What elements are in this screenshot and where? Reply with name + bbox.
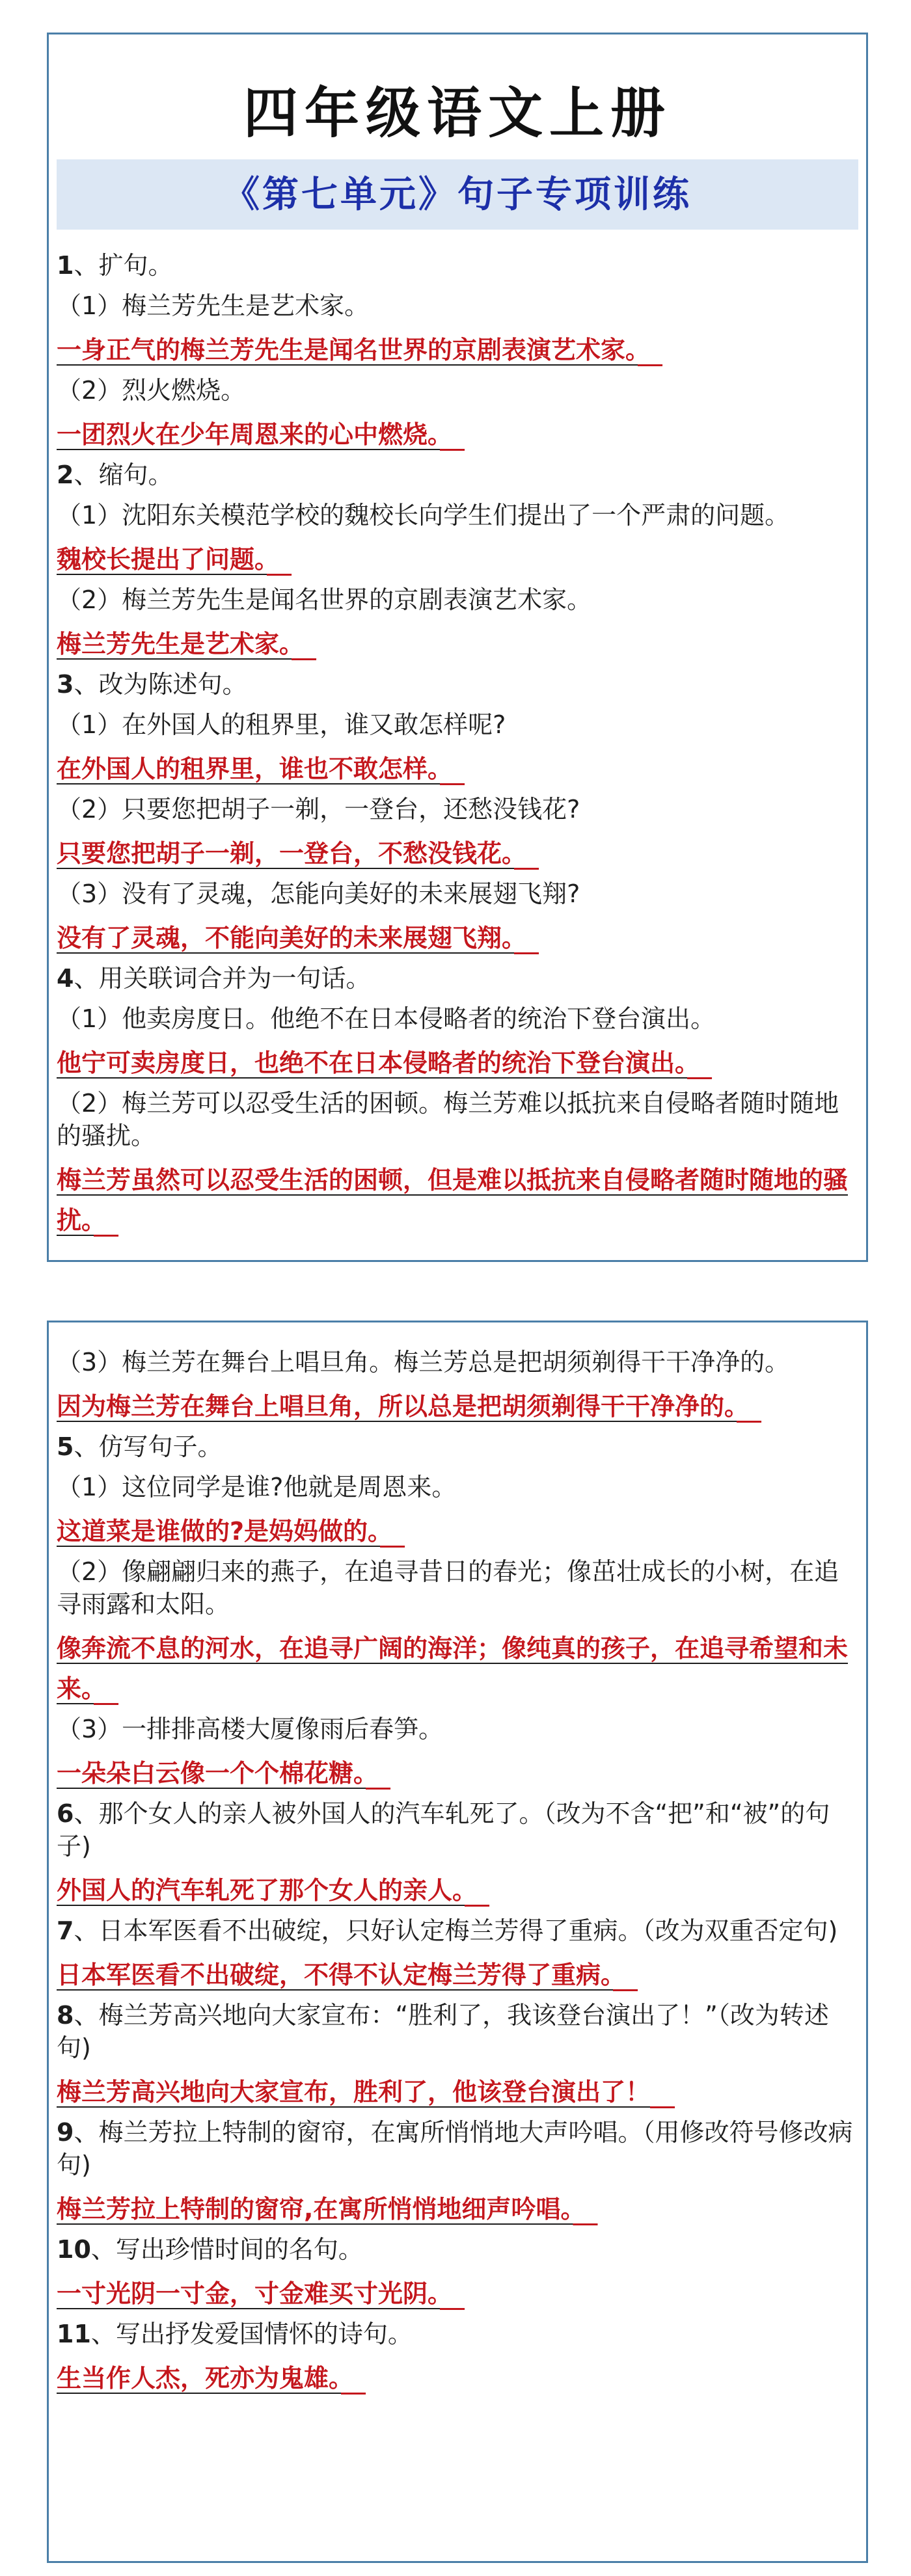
- question-heading: [57, 2116, 858, 2181]
- answer-line: [57, 624, 858, 664]
- question-number: 3: [57, 670, 74, 699]
- question-text: 、改为陈述句。: [74, 670, 247, 699]
- answer-line: [57, 1043, 858, 1083]
- answer-text: 他宁可卖房度日，也绝不在日本侵略者的统治下登台演出。: [57, 1049, 688, 1077]
- question-text: 、用关联词合并为一句话。: [74, 964, 371, 993]
- answer-line: [57, 833, 858, 874]
- answer-line: [57, 1870, 858, 1911]
- question-heading: [57, 249, 858, 282]
- answer-line: [57, 2072, 858, 2112]
- worksheet-card-1: [47, 33, 868, 1262]
- sub-question: （2）梅兰芳可以忍受生活的困顿。梅兰芳难以抵抗来自侵略者随时随地的骚扰。: [57, 1089, 839, 1150]
- question-text: 、日本军医看不出破绽，只好认定梅兰芳得了重病。（改为双重否定句): [74, 1916, 838, 1945]
- sub-question: （1）在外国人的租界里，谁又敢怎样呢?: [57, 710, 506, 739]
- question-text: 、写出抒发爱国情怀的诗句。: [90, 2320, 413, 2348]
- answer-text: 在外国人的租界里，谁也不敢怎样。: [57, 755, 441, 783]
- subtitle-banner: [57, 159, 858, 230]
- sub-question: （1）沈阳东关模范学校的魏校长向学生们提出了一个严肃的问题。: [57, 501, 790, 530]
- answer-line: [57, 2274, 858, 2314]
- sub-question: （1）梅兰芳先生是艺术家。: [57, 291, 370, 320]
- answer-line: [57, 2189, 858, 2229]
- page-title: 四年级语文上册: [243, 81, 672, 145]
- sub-question: （1）他卖房度日。他绝不在日本侵略者的统治下登台演出。: [57, 1004, 716, 1033]
- answer-text: 一团烈火在少年周恩来的心中燃烧。: [57, 420, 441, 449]
- sub-question: （2）烈火燃烧。: [57, 376, 246, 405]
- answer-text: 魏校长提出了问题。: [57, 545, 267, 574]
- answer-text: 梅兰芳拉上特制的窗帘,在寓所悄悄地细声吟唱。: [57, 2195, 573, 2223]
- question-number: 6: [57, 1799, 74, 1828]
- answer-line: [57, 1628, 858, 1709]
- answer-text: 这道菜是谁做的?是妈妈做的。: [57, 1517, 381, 1546]
- sub-question: （3）一排排高楼大厦像雨后春笋。: [57, 1715, 444, 1743]
- question-text: 、那个女人的亲人被外国人的汽车轧死了。（改为不含“把”和“被”的句子): [57, 1799, 830, 1860]
- question-number: 9: [57, 2118, 74, 2147]
- sub-question: （3）梅兰芳在舞台上唱旦角。梅兰芳总是把胡须剃得干干净净的。: [57, 1348, 790, 1376]
- answer-text: 梅兰芳先生是艺术家。: [57, 630, 292, 658]
- question-text: 、缩句。: [74, 461, 173, 489]
- question-number: 2: [57, 461, 74, 489]
- answer-text: 外国人的汽车轧死了那个女人的亲人。: [57, 1876, 465, 1905]
- sub-question: （2）像翩翩归来的燕子，在追寻昔日的春光；像茁壮成长的小树，在追寻雨露和太阳。: [57, 1557, 839, 1618]
- question-number: 5: [57, 1432, 74, 1461]
- question-text: 、扩句。: [74, 251, 173, 280]
- answer-line: [57, 2358, 858, 2398]
- answer-line: [57, 414, 858, 455]
- exercise-list-1: [57, 249, 858, 1241]
- answer-line: [57, 1511, 858, 1551]
- answer-line: [57, 1955, 858, 1995]
- question-heading: [57, 668, 858, 701]
- question-text: 、梅兰芳拉上特制的窗帘，在寓所悄悄地大声吟唱。（用修改符号修改病句): [57, 2118, 853, 2179]
- answer-text: 没有了灵魂，不能向美好的未来展翅飞翔。: [57, 924, 515, 952]
- question-heading: [57, 2233, 858, 2266]
- answer-line: [57, 749, 858, 789]
- answer-text: 只要您把胡子一剃，一登台，不愁没钱花。: [57, 839, 515, 868]
- answer-line: [57, 1386, 858, 1427]
- question-text: 、写出珍惜时间的名句。: [90, 2235, 363, 2264]
- question-heading: [57, 1430, 858, 1463]
- question-number: 11: [57, 2320, 91, 2348]
- answer-line: [57, 1160, 858, 1241]
- answer-line: [57, 330, 858, 370]
- question-heading: [57, 1914, 858, 1947]
- answer-text: 一寸光阴一寸金，寸金难买寸光阴。: [57, 2279, 441, 2308]
- answer-line: [57, 918, 858, 958]
- question-text: 、仿写句子。: [74, 1432, 223, 1461]
- answer-text: 像奔流不息的河水，在追寻广阔的海洋；像纯真的孩子，在追寻希望和未来。: [57, 1634, 849, 1703]
- question-heading: [57, 962, 858, 995]
- answer-text: 一朵朵白云像一个个棉花糖。: [57, 1759, 366, 1788]
- sub-question: （3）没有了灵魂，怎能向美好的未来展翅飞翔?: [57, 879, 580, 908]
- question-heading: [57, 459, 858, 491]
- answer-line: [57, 539, 858, 580]
- sub-question: （2）只要您把胡子一剃，一登台，还愁没钱花?: [57, 795, 580, 824]
- answer-text: 因为梅兰芳在舞台上唱旦角，所以总是把胡须剃得干干净净的。: [57, 1392, 737, 1421]
- subtitle-text: 《第七单元》句子专项训练: [223, 173, 692, 216]
- question-number: 4: [57, 964, 74, 993]
- question-number: 8: [57, 2001, 74, 2030]
- answer-text: 梅兰芳高兴地向大家宣布，胜利了，他该登台演出了！: [57, 2078, 651, 2106]
- question-number: 7: [57, 1916, 74, 1945]
- question-number: 10: [57, 2235, 91, 2264]
- question-text: 、梅兰芳高兴地向大家宣布：“胜利了，我该登台演出了！”（改为转述句): [57, 2001, 829, 2062]
- answer-text: 梅兰芳虽然可以忍受生活的困顿，但是难以抵抗来自侵略者随时随地的骚扰。: [57, 1166, 849, 1235]
- question-heading: [57, 1797, 858, 1862]
- question-heading: [57, 1999, 858, 2064]
- sub-question: （2）梅兰芳先生是闻名世界的京剧表演艺术家。: [57, 585, 592, 614]
- exercise-list-2: [57, 1346, 858, 2398]
- question-heading: [57, 2318, 858, 2350]
- answer-text: 一身正气的梅兰芳先生是闻名世界的京剧表演艺术家。: [57, 336, 638, 364]
- answer-text: 日本军医看不出破绽，不得不认定梅兰芳得了重病。: [57, 1961, 614, 1989]
- sub-question: （1）这位同学是谁?他就是周恩来。: [57, 1473, 457, 1501]
- worksheet-card-2: [47, 1321, 868, 2563]
- answer-text: 生当作人杰，死亦为鬼雄。: [57, 2364, 342, 2393]
- question-number: 1: [57, 251, 74, 280]
- answer-line: [57, 1753, 858, 1793]
